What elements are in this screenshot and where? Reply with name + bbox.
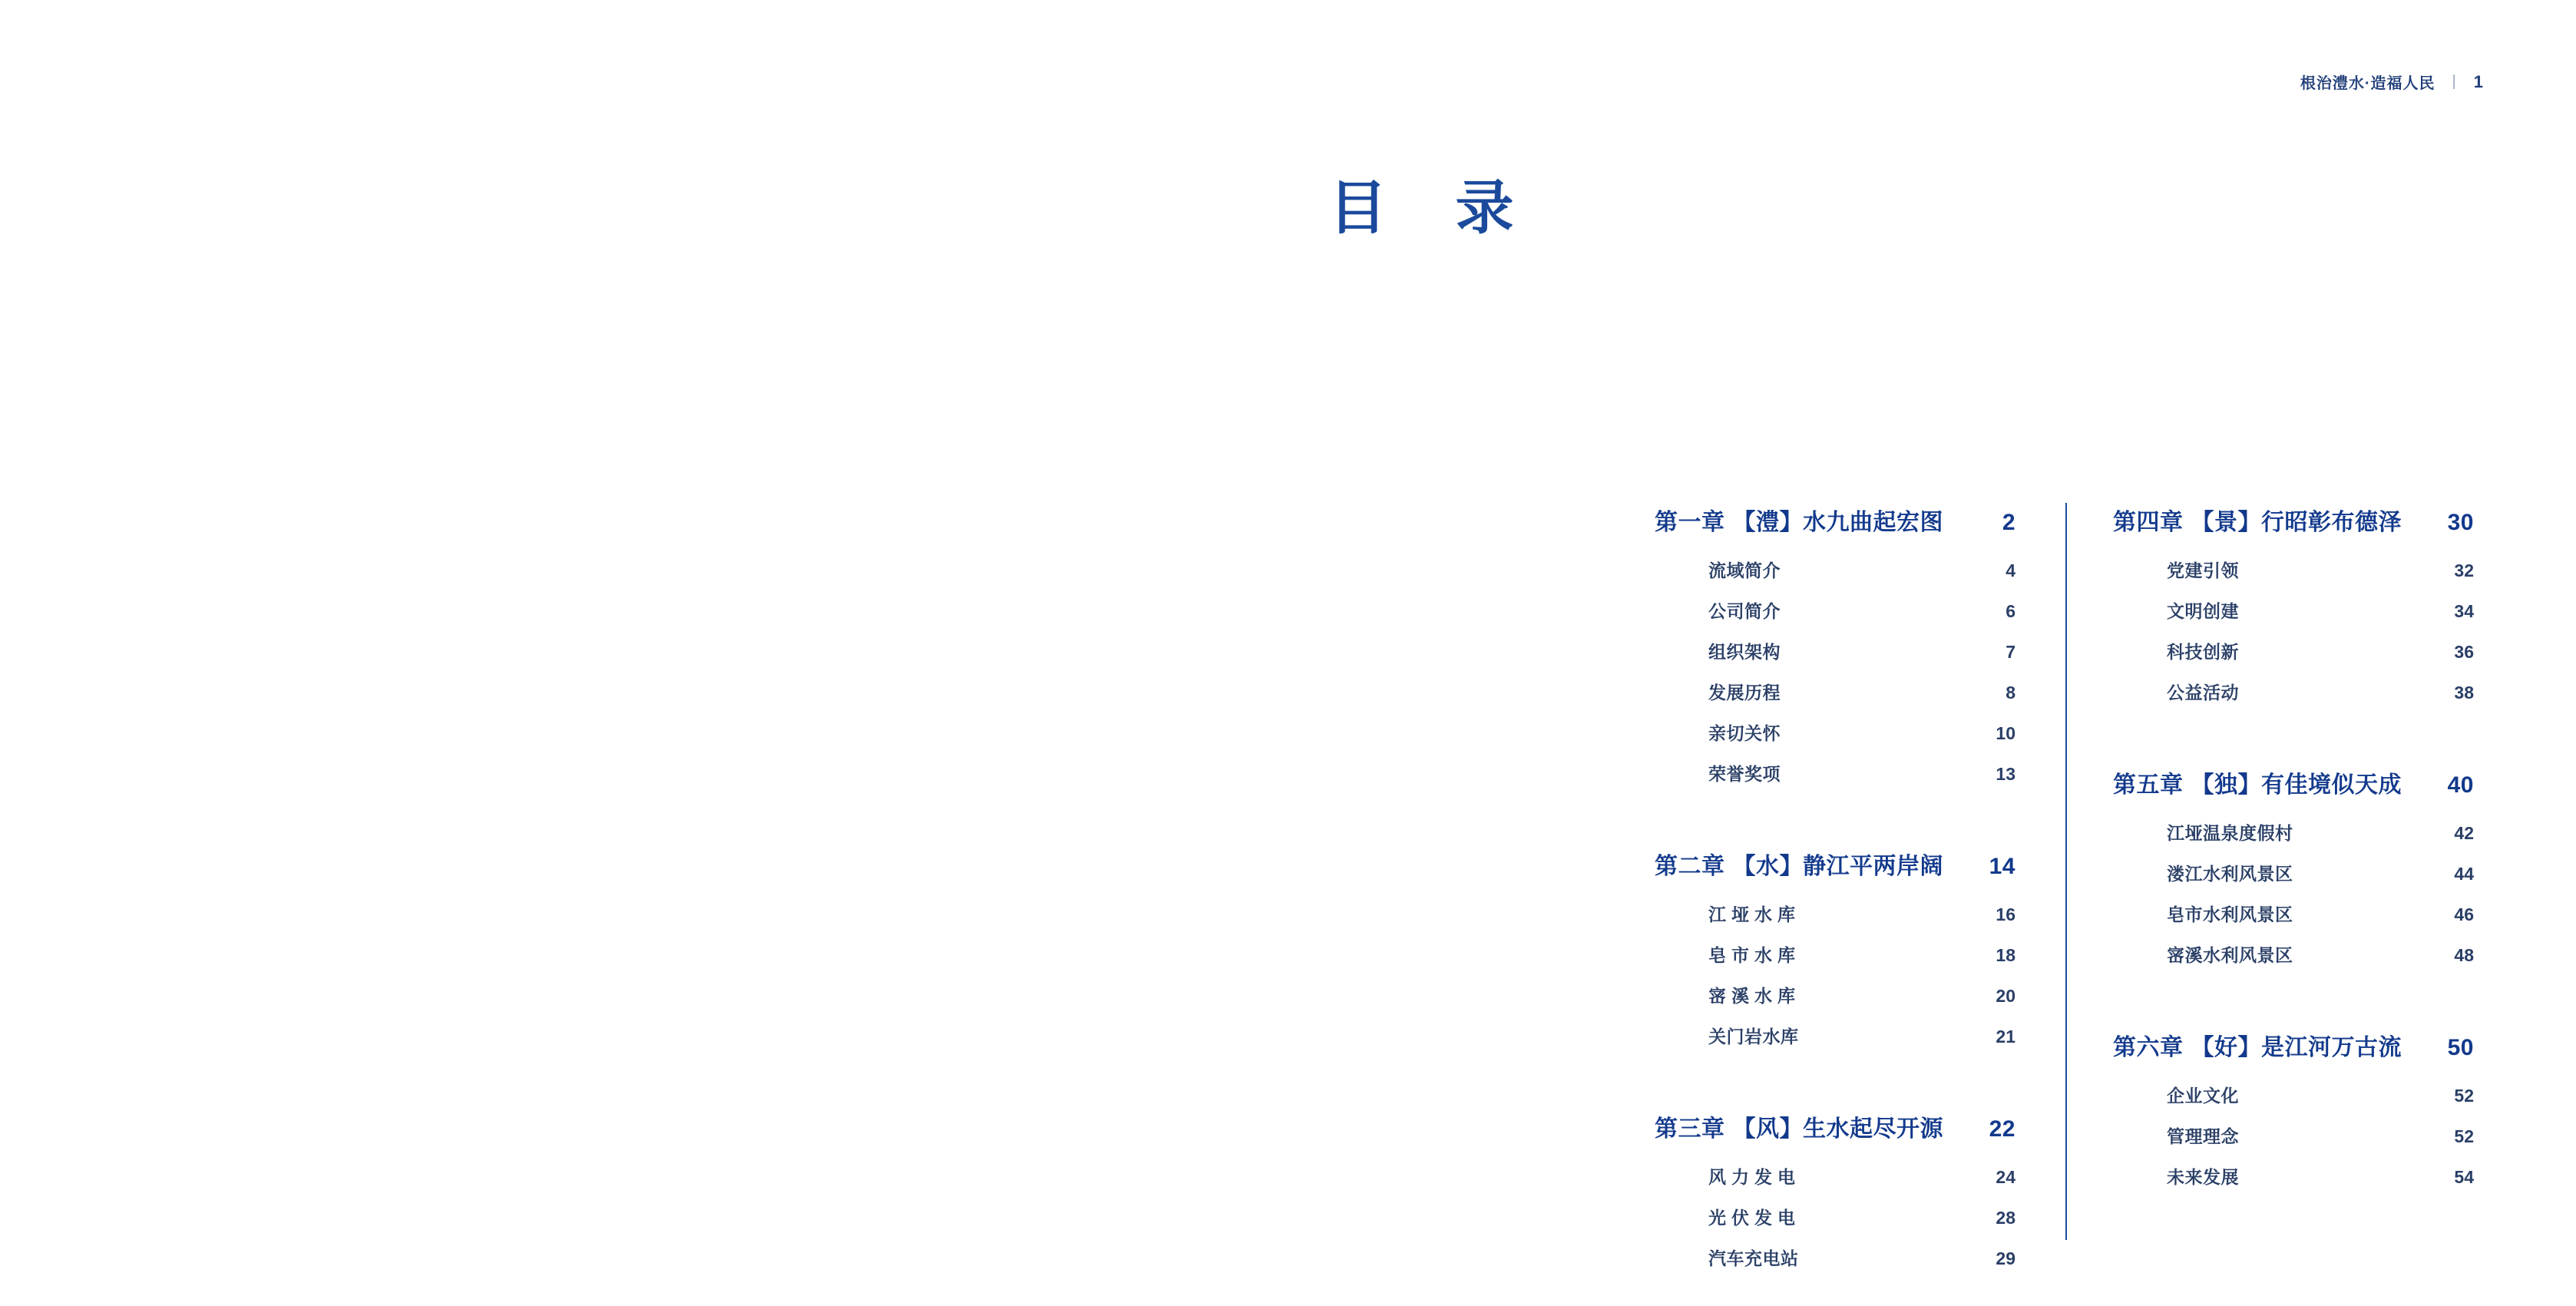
toc-entry-page-number: 21	[1996, 1027, 2015, 1046]
toc-column-left	[1655, 503, 2015, 1285]
toc-entry[interactable]	[2167, 941, 2474, 967]
toc-entry-page-number: 7	[2006, 642, 2015, 662]
toc-entry-page-number: 32	[2454, 560, 2474, 580]
toc-entry-label: 皂市水利风景区	[2167, 904, 2293, 924]
toc-column-right	[2065, 503, 2474, 1240]
toc-entry-label: 风力发电	[1708, 1167, 1801, 1187]
toc-chapter-title: 【好】是江河万古流	[2191, 1035, 2402, 1060]
toc-entry-label: 汽车充电站	[1708, 1248, 1799, 1268]
toc-entry[interactable]	[2167, 1163, 2474, 1189]
toc-chapter-heading[interactable]	[1655, 503, 2015, 537]
toc-entry-page-number: 16	[1996, 904, 2015, 924]
toc-entry[interactable]	[2167, 860, 2474, 885]
toc-entry[interactable]	[2167, 557, 2474, 582]
toc-entry-label: 溇江水利风景区	[2167, 864, 2293, 884]
toc-entry[interactable]	[1708, 1023, 2015, 1048]
toc-chapter-page-number: 22	[1989, 1116, 2015, 1142]
toc-entry-list	[1655, 901, 2015, 1048]
header-slogan: 根治澧水·造福人民	[2300, 75, 2435, 92]
toc-chapter[interactable]	[1655, 1109, 2015, 1270]
toc-chapter-page-number: 50	[2447, 1035, 2474, 1060]
toc-entry[interactable]	[2167, 1122, 2474, 1148]
toc-entry-list	[2113, 1082, 2474, 1189]
table-of-contents	[1655, 503, 2499, 1285]
toc-entry-list	[2113, 557, 2474, 704]
page-header	[2300, 71, 2484, 93]
toc-chapter-heading[interactable]	[1655, 847, 2015, 881]
toc-entry[interactable]	[2167, 597, 2474, 623]
header-page-number: 1	[2473, 71, 2484, 91]
toc-entry-list	[1655, 1163, 2015, 1270]
toc-entry-page-number: 29	[1996, 1248, 2015, 1268]
toc-chapter[interactable]	[1655, 503, 2015, 785]
toc-entry[interactable]	[1708, 760, 2015, 785]
toc-chapter[interactable]	[2113, 1028, 2474, 1189]
toc-entry-list	[2113, 819, 2474, 967]
toc-entry[interactable]	[2167, 901, 2474, 926]
toc-entry-label: 组织架构	[1708, 642, 1781, 662]
toc-entry-page-number: 4	[2006, 560, 2015, 580]
toc-entry-label: 江垭温泉度假村	[2167, 823, 2293, 843]
toc-entry-page-number: 52	[2454, 1126, 2474, 1146]
toc-chapter-number: 第三章	[1655, 1116, 1725, 1142]
toc-entry-label: 宻溪水利风景区	[2167, 945, 2293, 965]
toc-entry-label: 宻溪水库	[1708, 986, 1801, 1006]
toc-chapter-title: 【澧】水九曲起宏图	[1732, 510, 1943, 535]
toc-entry-label: 流域简介	[1708, 560, 1781, 580]
page-title: 目 录	[1328, 176, 1540, 241]
toc-chapter-page-number: 2	[2002, 510, 2015, 535]
toc-chapter-title: 【水】静江平两岸阔	[1732, 854, 1943, 879]
toc-chapter-heading[interactable]	[1655, 1109, 2015, 1143]
toc-entry[interactable]	[1708, 982, 2015, 1007]
toc-chapter-title: 【独】有佳境似天成	[2191, 772, 2402, 798]
toc-entry-page-number: 34	[2454, 601, 2474, 621]
toc-entry-page-number: 52	[2454, 1086, 2474, 1106]
toc-entry-label: 光伏发电	[1708, 1208, 1801, 1228]
toc-entry-page-number: 13	[1996, 764, 2015, 784]
toc-entry-label: 荣誉奖项	[1708, 764, 1781, 784]
toc-entry-page-number: 10	[1996, 723, 2015, 743]
toc-entry[interactable]	[1708, 1163, 2015, 1189]
toc-chapter[interactable]	[2113, 765, 2474, 967]
toc-entry-label: 管理理念	[2167, 1126, 2239, 1146]
toc-entry[interactable]	[1708, 1245, 2015, 1270]
toc-entry-page-number: 36	[2454, 642, 2474, 662]
toc-entry-page-number: 8	[2006, 683, 2015, 703]
toc-chapter-number: 第四章	[2113, 510, 2184, 535]
toc-chapter-heading[interactable]	[2113, 503, 2474, 537]
toc-chapter-number: 第五章	[2113, 772, 2184, 798]
toc-chapter-number: 第六章	[2113, 1035, 2184, 1060]
toc-entry-page-number: 20	[1996, 986, 2015, 1006]
toc-entry-label: 关门岩水库	[1708, 1027, 1799, 1046]
toc-entry[interactable]	[1708, 597, 2015, 623]
toc-entry-label: 皂市水库	[1708, 945, 1801, 965]
toc-chapter-title: 【风】生水起尽开源	[1732, 1116, 1943, 1142]
toc-chapter-number: 第二章	[1655, 854, 1725, 879]
toc-entry[interactable]	[1708, 1204, 2015, 1229]
toc-chapter-heading[interactable]	[2113, 765, 2474, 799]
toc-chapter-number: 第一章	[1655, 510, 1725, 535]
toc-entry-label: 公益活动	[2167, 683, 2239, 703]
toc-entry-label: 文明创建	[2167, 601, 2239, 621]
toc-entry-label: 科技创新	[2167, 642, 2239, 662]
toc-entry-page-number: 48	[2454, 945, 2474, 965]
toc-chapter-heading[interactable]	[2113, 1028, 2474, 1062]
toc-entry-list	[1655, 557, 2015, 785]
toc-entry[interactable]	[2167, 679, 2474, 704]
toc-entry-label: 江垭水库	[1708, 904, 1801, 924]
toc-chapter[interactable]	[1655, 847, 2015, 1048]
toc-entry-label: 亲切关怀	[1708, 723, 1781, 743]
toc-entry[interactable]	[1708, 679, 2015, 704]
toc-chapter-page-number: 30	[2447, 510, 2474, 535]
toc-entry-label: 公司简介	[1708, 601, 1781, 621]
toc-entry-page-number: 44	[2454, 864, 2474, 884]
toc-entry-page-number: 18	[1996, 945, 2015, 965]
toc-entry-page-number: 38	[2454, 683, 2474, 703]
toc-entry-page-number: 46	[2454, 904, 2474, 924]
toc-chapter-page-number: 14	[1989, 854, 2015, 879]
toc-entry-page-number: 54	[2454, 1167, 2474, 1187]
toc-entry-page-number: 6	[2006, 601, 2015, 621]
toc-entry[interactable]	[1708, 557, 2015, 582]
toc-entry-page-number: 24	[1996, 1167, 2015, 1187]
header-separator: |	[2452, 73, 2457, 90]
toc-entry-label: 发展历程	[1708, 683, 1781, 703]
toc-entry[interactable]	[1708, 719, 2015, 745]
toc-chapter-title: 【景】行昭彰布德泽	[2191, 510, 2402, 535]
toc-entry[interactable]	[1708, 941, 2015, 967]
toc-entry[interactable]	[1708, 638, 2015, 663]
toc-entry-label: 党建引领	[2167, 560, 2239, 580]
toc-entry[interactable]	[2167, 1082, 2474, 1107]
toc-entry[interactable]	[1708, 901, 2015, 926]
toc-entry-label: 未来发展	[2167, 1167, 2239, 1187]
toc-chapter-page-number: 40	[2447, 772, 2474, 798]
toc-chapter[interactable]	[2113, 503, 2474, 704]
toc-entry[interactable]	[2167, 819, 2474, 845]
toc-entry[interactable]	[2167, 638, 2474, 663]
toc-entry-label: 企业文化	[2167, 1086, 2239, 1106]
toc-entry-page-number: 42	[2454, 823, 2474, 843]
toc-entry-page-number: 28	[1996, 1208, 2015, 1228]
